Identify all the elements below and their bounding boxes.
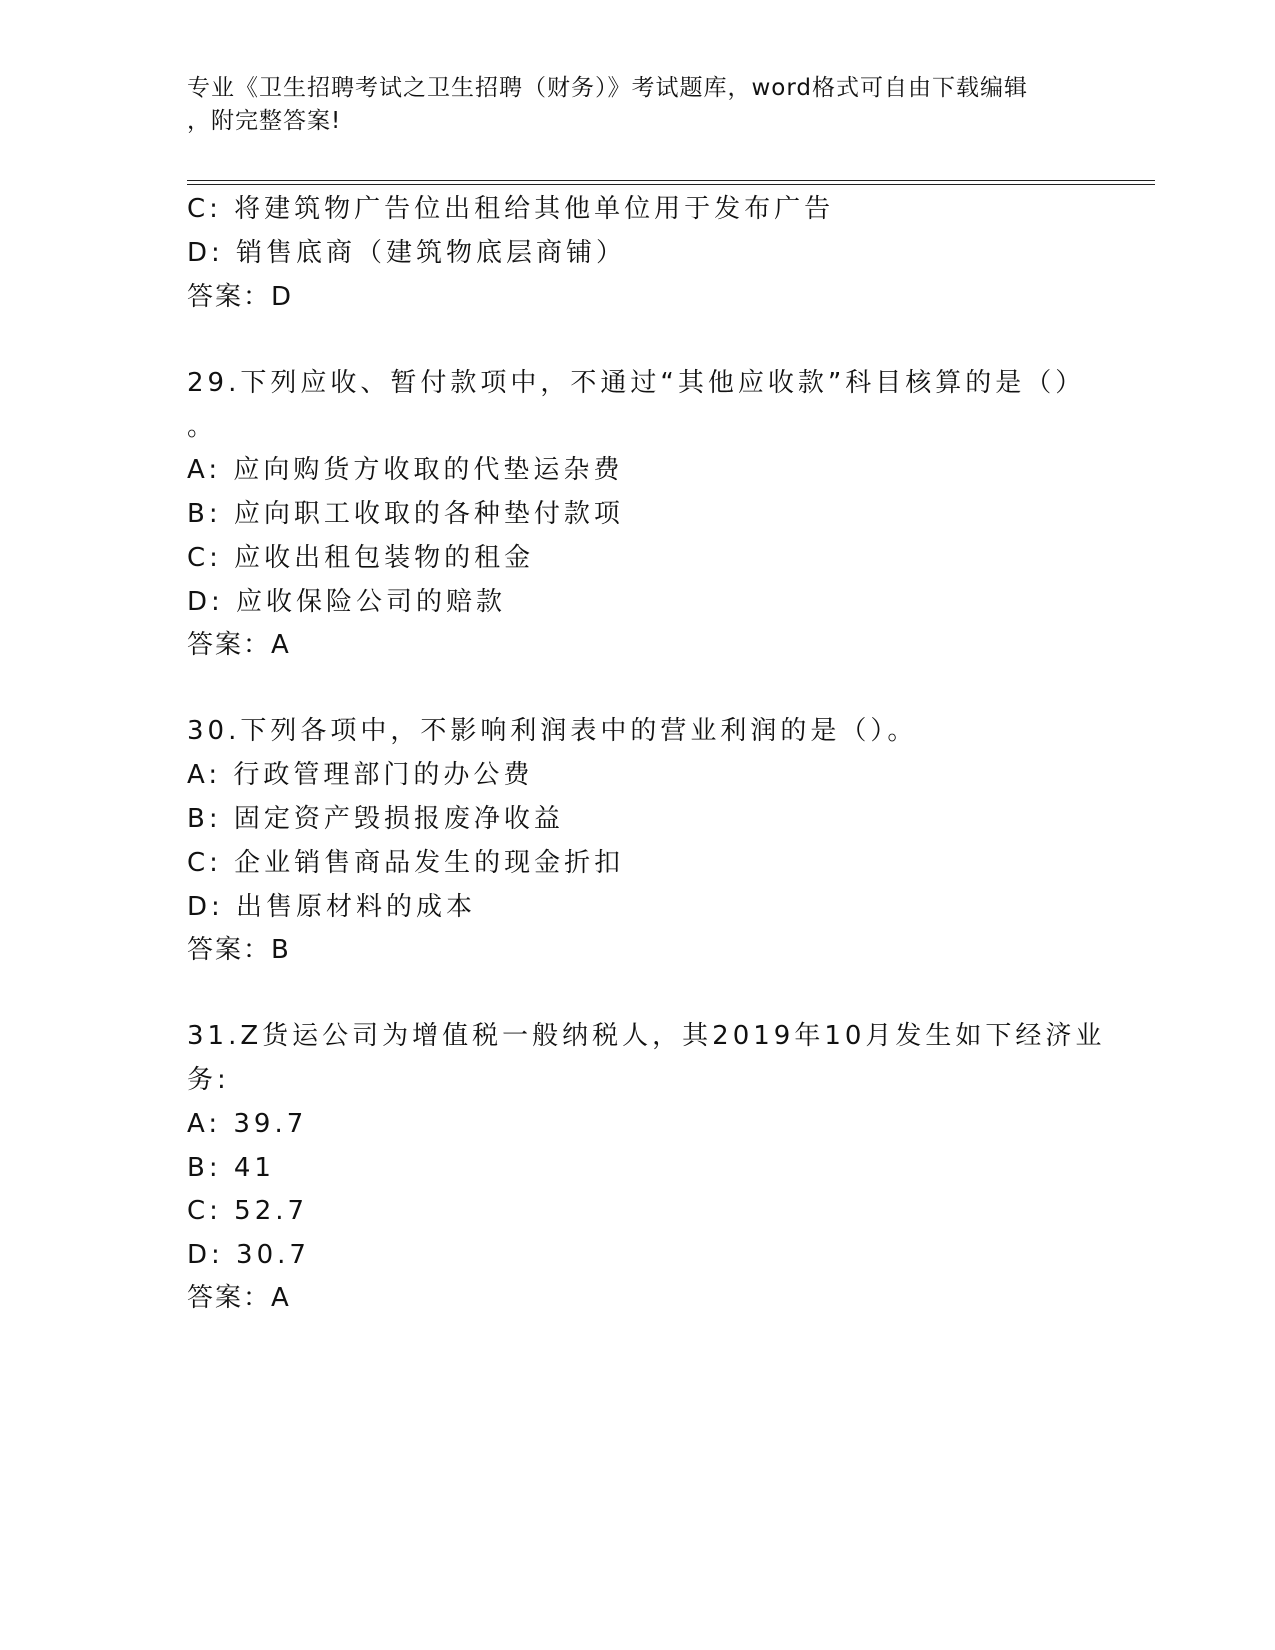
q30-option-c: C: 企业销售商品发生的现金折扣: [187, 848, 625, 878]
header-line-2: ，附完整答案!: [187, 108, 342, 134]
q31-stem-line-2: 务:: [187, 1065, 230, 1095]
q29-option-a: A: 应向购货方收取的代垫运杂费: [187, 455, 624, 485]
q29-stem-line-2: 。: [187, 412, 218, 442]
header-line-1: 专业《卫生招聘考试之卫生招聘（财务）》考试题库，word格式可自由下载编辑: [187, 75, 1029, 101]
header-divider-top: [187, 180, 1155, 181]
q29-answer: 答案：A: [187, 630, 291, 660]
header-divider-bottom: [187, 184, 1155, 185]
document-header: [187, 72, 1067, 138]
q30-option-b: B: 固定资产毁损报废净收益: [187, 804, 564, 834]
q31-option-c: C: 52.7: [187, 1196, 309, 1226]
q31-stem-line-1: 31.Z货运公司为增值税一般纳税人，其2019年10月发生如下经济业: [187, 1021, 1106, 1051]
q31-answer: 答案：A: [187, 1283, 291, 1313]
q31-option-a: A: 39.7: [187, 1109, 308, 1139]
q30-stem-line-1: 30.下列各项中，不影响利润表中的营业利润的是（）。: [187, 716, 918, 746]
q30-option-d: D: 出售原材料的成本: [187, 892, 477, 922]
q31-option-b: B: 41: [187, 1153, 275, 1183]
prev-option-c: C: 将建筑物广告位出租给其他单位用于发布广告: [187, 194, 835, 224]
prev-answer: 答案：D: [187, 282, 294, 312]
q30-answer: 答案：B: [187, 935, 291, 965]
q29-option-b: B: 应向职工收取的各种垫付款项: [187, 499, 624, 529]
prev-option-d: D: 销售底商（建筑物底层商铺）: [187, 238, 627, 268]
q29-option-c: C: 应收出租包装物的租金: [187, 543, 535, 573]
q31-option-d: D: 30.7: [187, 1240, 310, 1270]
q30-option-a: A: 行政管理部门的办公费: [187, 760, 534, 790]
q29-option-d: D: 应收保险公司的赔款: [187, 587, 507, 617]
q29-stem-line-1: 29.下列应收、暂付款项中，不通过“其他应收款”科目核算的是（）: [187, 368, 1086, 398]
